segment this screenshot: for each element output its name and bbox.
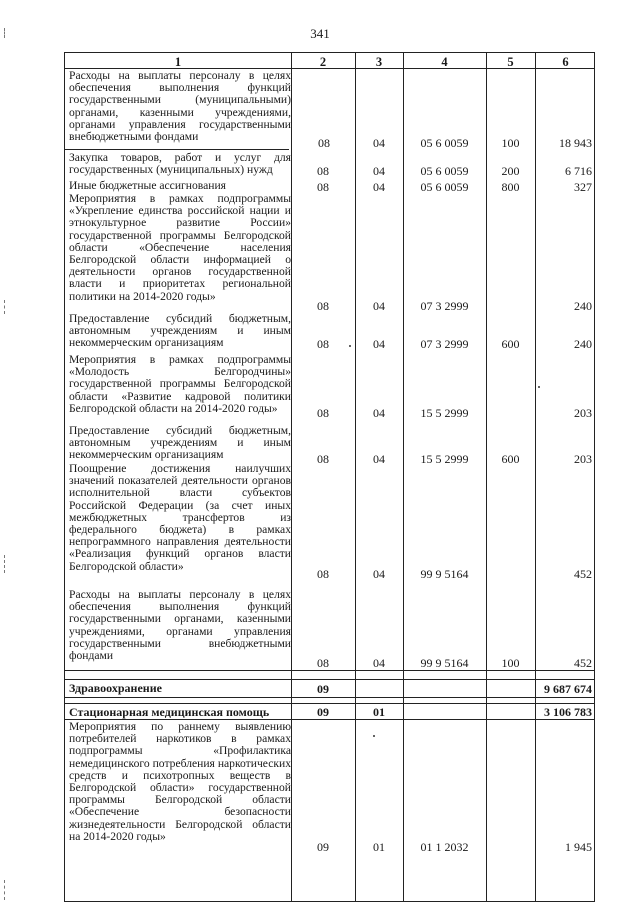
cell-section: 08 [317,337,329,351]
cell-target-article: 07 3 2999 [420,299,469,313]
column-header-3: 3 [375,55,383,69]
cell-amount: 203 [574,452,592,466]
cell-subsection: 04 [373,406,385,420]
cell-target-article: 99 9 5164 [420,567,469,581]
cell-target-article: 15 5 2999 [420,406,469,420]
row-description: Закупка товаров, работ и услуг для государственных (муниципальных) нужд [69,151,291,177]
row-divider [65,703,594,704]
cell-subsection: 04 [373,452,385,466]
page-number: 341 [310,26,330,41]
cell-target-article: 15 5 2999 [420,452,469,466]
row-description: Поощрение достижения наилучших значений показателей деятельности органов исполнительной власти субъектов Российской Федерации (за счет иных межбюджетных трансфертов из федерального бюджета) в рамках непрограммного направления деятельности «Реализация функций органов власти Белгородской области» [69,462,291,573]
cell-section: 09 [317,840,329,854]
cell-target-article: 05 6 0059 [420,180,469,194]
binding-mark [4,28,5,38]
cell-subsection: 04 [373,656,385,670]
cell-subsection: 04 [373,337,385,351]
column-header-2: 2 [319,55,327,69]
cell-target-article: 05 6 0059 [420,164,469,178]
cell-expense-type: 100 [501,656,520,670]
cell-amount: 240 [574,299,592,313]
row-divider [65,679,594,680]
row-description: Мероприятия в рамках подпрограммы «Укрепление единства российской нации и этнокультурное развитие России» государственной программы Белгородской области «Обеспечение населения Белгородской области информацией о деятельности органов государственной власти и приоритетах региональной политики на 2014-2020 годы» [69,192,291,303]
row-divider [65,670,594,671]
cell-subsection: 01 [373,705,385,719]
cell-target-article: 05 6 0059 [420,136,469,150]
cell-amount: 452 [574,656,592,670]
row-description: Расходы на выплаты персоналу в целях обеспечения выполнения функций государственными органами, казенными учреждениями, органами управления государственными внебюджетными фондами [69,588,291,663]
cell-amount: 9 687 674 [544,682,592,696]
row-description: Предоставление субсидий бюджетным, автономным учреждениям и иным некоммерческим организациям [69,424,291,462]
cell-target-article: 01 1 2032 [420,840,469,854]
cell-subsection: 04 [373,567,385,581]
row-divider [65,697,594,698]
row-description: Расходы на выплаты персоналу в целях обеспечения выполнения функций государственными (муниципальными) органами, казенными учреждениями, органами управления государственными внебюджетными фондами [69,69,291,144]
cell-amount: 452 [574,567,592,581]
row-description: Мероприятия в рамках подпрограммы «Молодость Белгородчины» государственной программы Белгородской области «Развитие кадровой политики Белгородской области на 2014-2020 годы» [69,353,291,415]
cell-expense-type: 600 [501,337,520,351]
cell-section: 08 [317,164,329,178]
scan-speck [373,735,375,737]
cell-amount: 327 [574,180,592,194]
binding-mark [4,880,5,900]
scan-speck [349,345,351,347]
row-description: Стационарная медицинская помощь [69,705,270,719]
cell-subsection: 04 [373,164,385,178]
scan-speck [538,386,540,388]
row-description: Предоставление субсидий бюджетным, автономным учреждениям и иным некоммерческим организациям [69,312,291,350]
cell-subsection: 04 [373,299,385,313]
cell-amount: 6 716 [565,164,592,178]
cell-section: 08 [317,299,329,313]
cell-amount: 203 [574,406,592,420]
cell-expense-type: 600 [501,452,520,466]
cell-expense-type: 100 [501,136,520,150]
row-description: Мероприятия по раннему выявлению потребителей наркотиков в рамках подпрограммы «Профилактика немедицинского потребления наркотических средств и психотропных веществ в Белгородской области» государственной программы Белгородской области «Обеспечение безопасности жизнедеятельности Белгородской области на 2014-2020 годы» [69,720,291,843]
cell-amount: 240 [574,337,592,351]
cell-subsection: 04 [373,136,385,150]
cell-section: 08 [317,452,329,466]
cell-expense-type: 200 [501,164,520,178]
row-divider [65,149,289,150]
cell-target-article: 07 3 2999 [420,337,469,351]
cell-target-article: 99 9 5164 [420,656,469,670]
column-header-6: 6 [562,55,569,69]
budget-table [64,52,595,902]
column-header-4: 4 [441,55,448,69]
binding-mark [4,555,5,573]
row-description: Здравоохранение [69,681,162,695]
column-header-1: 1 [174,55,182,69]
column-header-5: 5 [507,55,514,69]
cell-section: 08 [318,136,330,150]
cell-amount: 18 943 [559,136,592,150]
cell-section: 08 [317,656,329,670]
cell-section: 09 [317,682,329,696]
cell-section: 08 [317,406,329,420]
cell-section: 08 [317,180,329,194]
cell-section: 08 [317,567,329,581]
binding-mark [4,300,5,314]
cell-section: 09 [317,705,329,719]
cell-expense-type: 800 [501,180,520,194]
cell-amount: 1 945 [565,840,592,854]
cell-subsection: 01 [373,840,385,854]
cell-subsection: 04 [373,180,385,194]
row-description: Иные бюджетные ассигнования [69,179,226,192]
cell-amount: 3 106 783 [544,705,592,719]
